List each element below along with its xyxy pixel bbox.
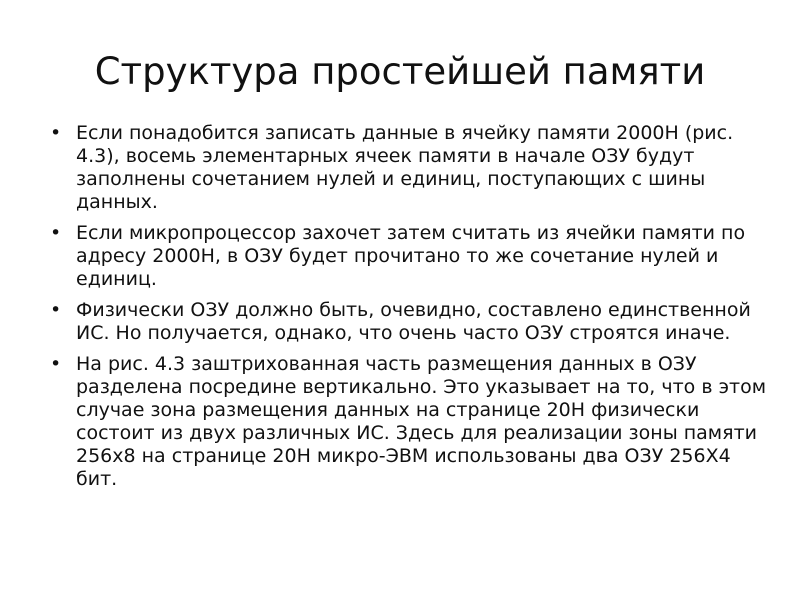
bullet-item — [50, 299, 770, 345]
bullet-item — [50, 353, 770, 491]
slide-title: Структура простейшей памяти — [94, 50, 706, 93]
bullet-item — [50, 222, 770, 291]
bullet-dot-icon: • — [50, 122, 62, 144]
bullet-text: Физически ОЗУ должно быть, очевидно, составлено единственной ИС. Но получается, однако, что очень часто ОЗУ строятся иначе. — [76, 299, 751, 344]
bullet-text: На рис. 4.3 заштрихованная часть размещения данных в ОЗУ разделена посредине вертикально. Это указывает на то, что в этом случае зона размещения данных на странице 20H физически состоит из двух различных ИС. Здесь для реализации зоны памяти 256х8 на странице 20H микро-ЭВМ использованы два ОЗУ 256Х4 бит. — [76, 353, 767, 490]
bullet-text: Если микропроцессор захочет затем считать из ячейки памяти по адресу 2000H, в ОЗУ будет прочитано то же сочетание нулей и единиц. — [76, 222, 746, 290]
bullet-item — [50, 122, 770, 214]
bullet-dot-icon: • — [50, 222, 62, 244]
bullet-list — [50, 122, 770, 499]
bullet-dot-icon: • — [50, 353, 62, 375]
bullet-text: Если понадобится записать данные в ячейку памяти 2000H (рис. 4.3), восемь элементарных ячеек памяти в начале ОЗУ будут заполнены сочетанием нулей и единиц, поступающих с шины данных. — [76, 122, 734, 213]
bullet-dot-icon: • — [50, 299, 62, 321]
